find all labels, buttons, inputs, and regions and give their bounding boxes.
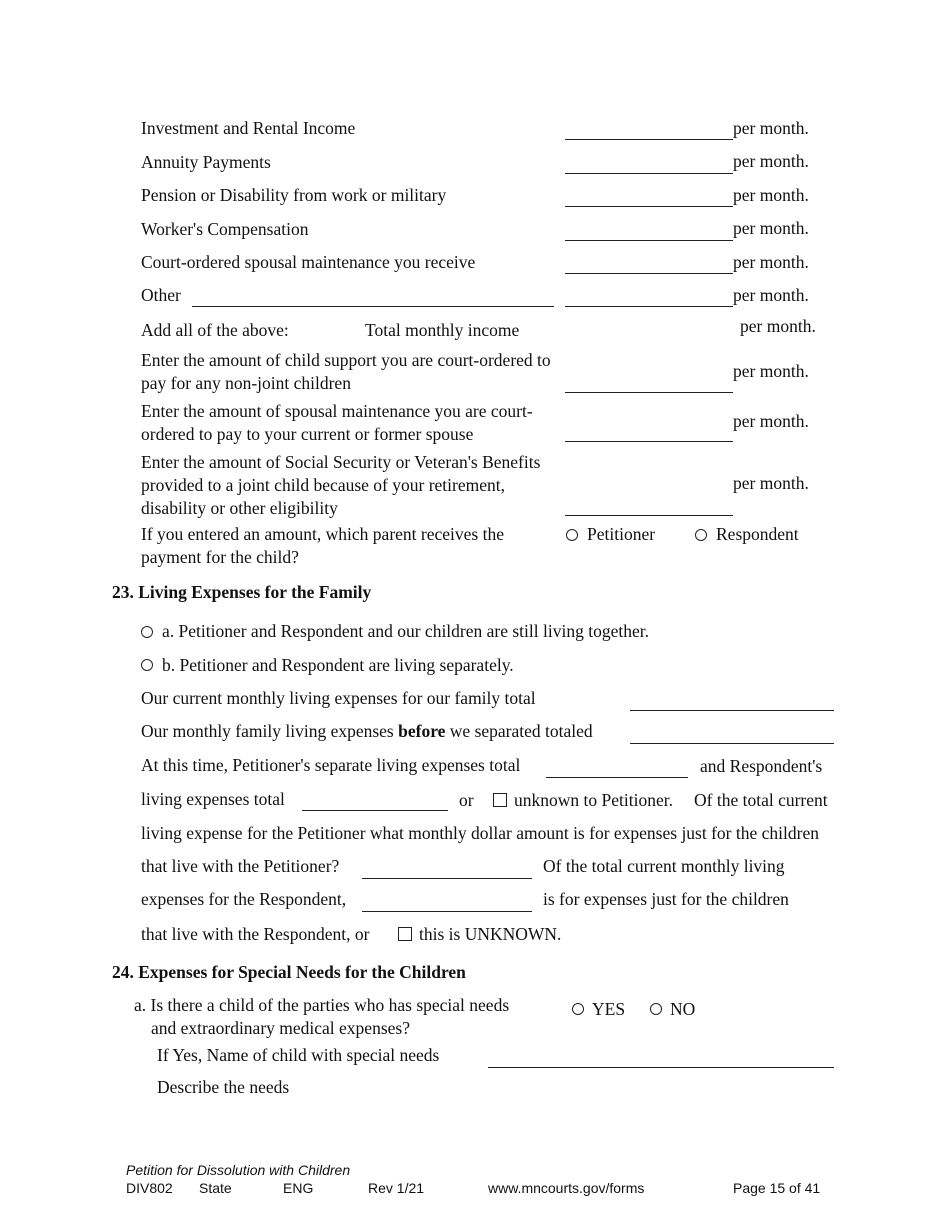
special-needs-question: a. Is there a child of the parties who has special needs (134, 995, 510, 1015)
living-together-radio[interactable] (141, 626, 153, 638)
per-month-label: per month. (740, 316, 816, 336)
living-together-label: a. Petitioner and Respondent and our children are still living together. (162, 621, 649, 641)
per-month-label: per month. (733, 285, 809, 305)
respondent-radio[interactable] (695, 529, 707, 541)
describe-needs-label: Describe the needs (157, 1077, 290, 1097)
spousal-paid-label: Enter the amount of spousal maintenance you are court-ordered to pay to your current or former spouse (141, 401, 533, 444)
respondent-expenses-field[interactable] (302, 810, 448, 811)
child-name-field[interactable] (488, 1067, 834, 1068)
footer-url[interactable]: www.mncourts.gov/forms (488, 1180, 645, 1196)
special-needs-no-radio[interactable] (650, 1003, 662, 1015)
per-month-label: per month. (733, 252, 809, 272)
or-label: or (459, 790, 474, 810)
living-expenses-total-label: living expenses total (141, 789, 285, 809)
income-label-spousal-received: Court-ordered spousal maintenance you receive (141, 252, 476, 272)
before-expenses-field[interactable] (630, 743, 834, 744)
current-expenses-label: Our current monthly living expenses for our family total (141, 688, 536, 708)
petitioner-separate-label: At this time, Petitioner's separate living expenses total (141, 755, 521, 775)
investment-amount-field[interactable] (565, 139, 733, 140)
petitioner-radio-label: Petitioner (587, 524, 656, 544)
per-month-label: per month. (733, 361, 809, 381)
this-is-unknown-label: this is UNKNOWN. (419, 924, 562, 944)
unknown-to-petitioner-label: unknown to Petitioner. (514, 790, 673, 810)
total-income-label: Total monthly income (365, 320, 520, 340)
special-needs-no-label: NO (670, 999, 696, 1019)
before-emphasis: before (398, 721, 446, 741)
expenses-respondent-label: expenses for the Respondent, (141, 889, 347, 909)
petitioner-children-expense-field[interactable] (362, 878, 532, 879)
spousal-paid-amount-field[interactable] (565, 441, 733, 442)
footer-page-number: Page 15 of 41 (733, 1180, 821, 1196)
footer-form-code: DIV802 (126, 1180, 173, 1196)
pension-amount-field[interactable] (565, 206, 733, 207)
special-needs-question-cont: and extraordinary medical expenses? (151, 1018, 410, 1038)
income-label-investment: Investment and Rental Income (141, 118, 356, 138)
ssvb-label: Enter the amount of Social Security or Veteran's Benefits provided to a joint child because of your retirement, disability or other eligibility (141, 452, 541, 518)
living-separately-radio[interactable] (141, 659, 153, 671)
footer-state: State (199, 1180, 232, 1196)
per-month-label: per month. (733, 185, 809, 205)
respondent-radio-label: Respondent (716, 524, 799, 544)
other-description-field[interactable] (192, 306, 554, 307)
per-month-label: per month. (733, 118, 809, 138)
is-for-children-label: is for expenses just for the children (543, 889, 789, 909)
per-month-label: per month. (733, 473, 809, 493)
of-total-current-label: Of the total current (694, 790, 828, 810)
child-support-label: Enter the amount of child support you are court-ordered to pay for any non-joint children (141, 350, 551, 393)
respondent-children-expense-field[interactable] (362, 911, 532, 912)
workers-comp-amount-field[interactable] (565, 240, 733, 241)
income-label-workers-comp: Worker's Compensation (141, 219, 309, 239)
live-with-petitioner-label: that live with the Petitioner? (141, 856, 340, 876)
this-is-unknown-checkbox[interactable] (398, 927, 412, 941)
per-month-label: per month. (733, 218, 809, 238)
per-month-label: per month. (733, 411, 809, 431)
footer-language: ENG (283, 1180, 314, 1196)
ssvb-amount-field[interactable] (565, 515, 733, 516)
annuity-amount-field[interactable] (565, 173, 733, 174)
income-label-pension: Pension or Disability from work or military (141, 185, 447, 205)
special-needs-yes-label: YES (592, 999, 626, 1019)
petitioner-children-expense-label: living expense for the Petitioner what monthly dollar amount is for expenses just for the children (141, 823, 819, 843)
child-support-amount-field[interactable] (565, 392, 733, 393)
footer-form-title: Petition for Dissolution with Children (126, 1162, 351, 1178)
footer-revision: Rev 1/21 (368, 1180, 425, 1196)
which-parent-label: If you entered an amount, which parent receives the payment for the child? (141, 524, 504, 567)
live-with-respondent-label: that live with the Respondent, or (141, 924, 370, 944)
living-separately-label: b. Petitioner and Respondent are living separately. (162, 655, 514, 675)
current-expenses-field[interactable] (630, 710, 834, 711)
before-expenses-label: Our monthly family living expenses before we separated totaled (141, 721, 593, 741)
per-month-label: per month. (733, 151, 809, 171)
special-needs-yes-radio[interactable] (572, 1003, 584, 1015)
income-label-other: Other (141, 285, 181, 305)
section-24-heading: 24. Expenses for Special Needs for the Children (112, 962, 466, 982)
other-amount-field[interactable] (565, 306, 733, 307)
income-label-annuity: Annuity Payments (141, 152, 271, 172)
add-all-label: Add all of the above: (141, 320, 289, 340)
and-respondents-label: and Respondent's (700, 756, 823, 776)
petitioner-separate-field[interactable] (546, 777, 688, 778)
spousal-received-amount-field[interactable] (565, 273, 733, 274)
petitioner-radio[interactable] (566, 529, 578, 541)
of-total-monthly-label: Of the total current monthly living (543, 856, 785, 876)
child-name-label: If Yes, Name of child with special needs (157, 1045, 440, 1065)
section-23-heading: 23. Living Expenses for the Family (112, 582, 372, 602)
unknown-to-petitioner-checkbox[interactable] (493, 793, 507, 807)
